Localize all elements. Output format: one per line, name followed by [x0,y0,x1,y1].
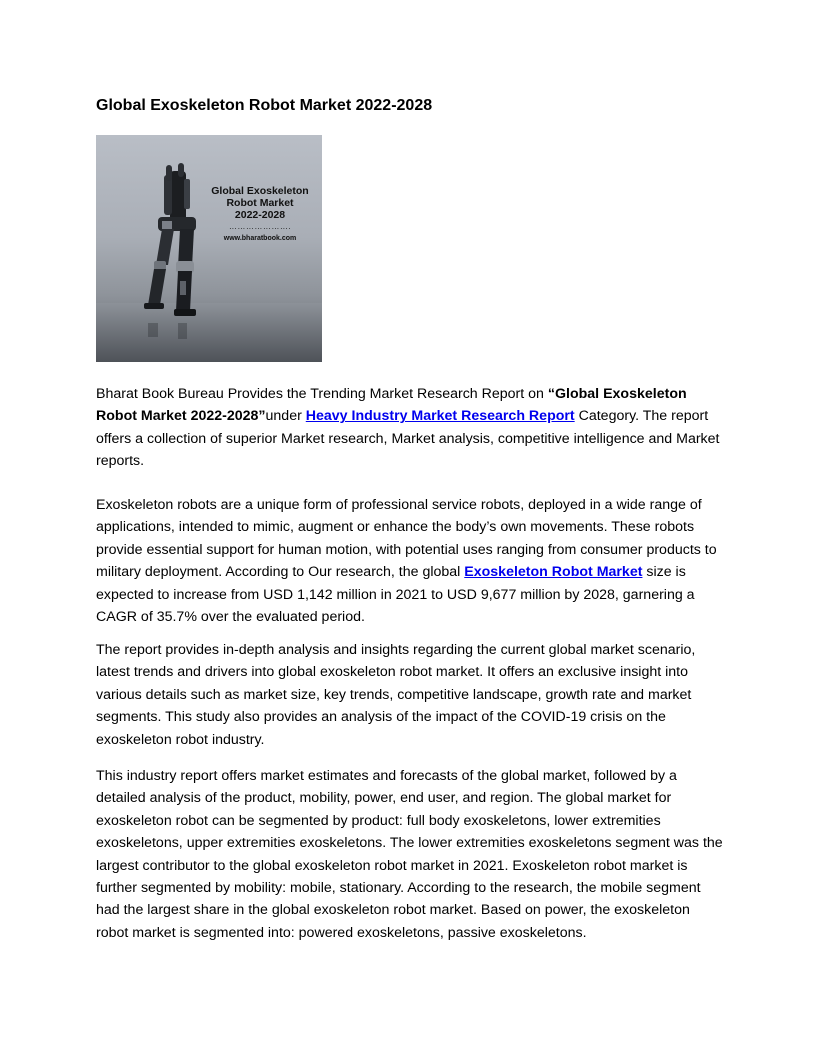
cover-title-line-3: 2022-2028 [234,209,286,221]
heavy-industry-link[interactable]: Heavy Industry Market Research Report [305,408,575,425]
intro-report-title: “Global Exoskeleton Robot Market 2022-2028” [96,386,687,425]
cover-url: www.bharatbook.com [223,235,297,242]
exoskeleton-robot-illustration [96,135,322,362]
cover-title-line-2: Robot Market [226,197,294,209]
overview-text-a: Exoskeleton robots are a unique form of professional service robots, deployed in a wide range of applications, intended to mimic, augment or enhance the body’s own movements. These robots provide essential support for human motion, with potential uses ranging from consumer products to military deployment. According to Our research, the global [96,497,717,581]
page-title: Global Exoskeleton Robot Market 2022-2028 [96,97,433,114]
paragraph-overview [96,494,724,628]
floor [96,303,322,362]
exoskeleton-robot-figure [144,163,196,316]
cover-title-line-1: Global Exoskeleton [211,185,309,197]
cover-dots: …………………. [228,222,292,231]
cover-text-block [200,185,320,242]
intro-text-a: Bharat Book Bureau Provides the Trending Market Research Report on [96,386,548,402]
paragraph-segmentation: This industry report offers market estimates and forecasts of the global market, followed by a detailed analysis of the product, mobility, power, end user, and region. The global market for exoskeleton robot can be segmented by product: full body exoskeletons, lower extremities exoskeletons, upper extremities exoskeletons. The lower extremities exoskeletons segment was the largest contributor to the global exoskeleton robot market in 2021. Exoskeleton robot market is further segmented by mobility: mobile, stationary. According to the research, the mobile segment had the largest share in the global exoskeleton robot market. Based on power, the exoskeleton robot market is segmented into: powered exoskeletons, passive exoskeletons. [96,768,723,941]
cover-image [96,135,322,362]
overview-text-b: size is expected to increase from USD 1,142 million in 2021 to USD 9,677 million by 2028, garnering a CAGR of 35.7% over the evaluated period. [96,564,695,626]
paragraph-intro [96,383,724,473]
exoskeleton-robot-market-link[interactable]: Exoskeleton Robot Market [464,564,643,581]
paragraph-analysis: The report provides in-depth analysis and insights regarding the current global market scenario, latest trends and drivers into global exoskeleton robot market. It offers an exclusive insight into various details such as market size, key trends, competitive landscape, growth rate and market segments. This study also provides an analysis of the impact of the COVID-19 crisis on the exoskeleton robot industry. [96,642,696,748]
intro-text-b: under [265,408,306,425]
intro-text-c: Category. The report offers a collection of superior Market research, Market analysis, competitive intelligence and Market reports. [96,408,720,470]
